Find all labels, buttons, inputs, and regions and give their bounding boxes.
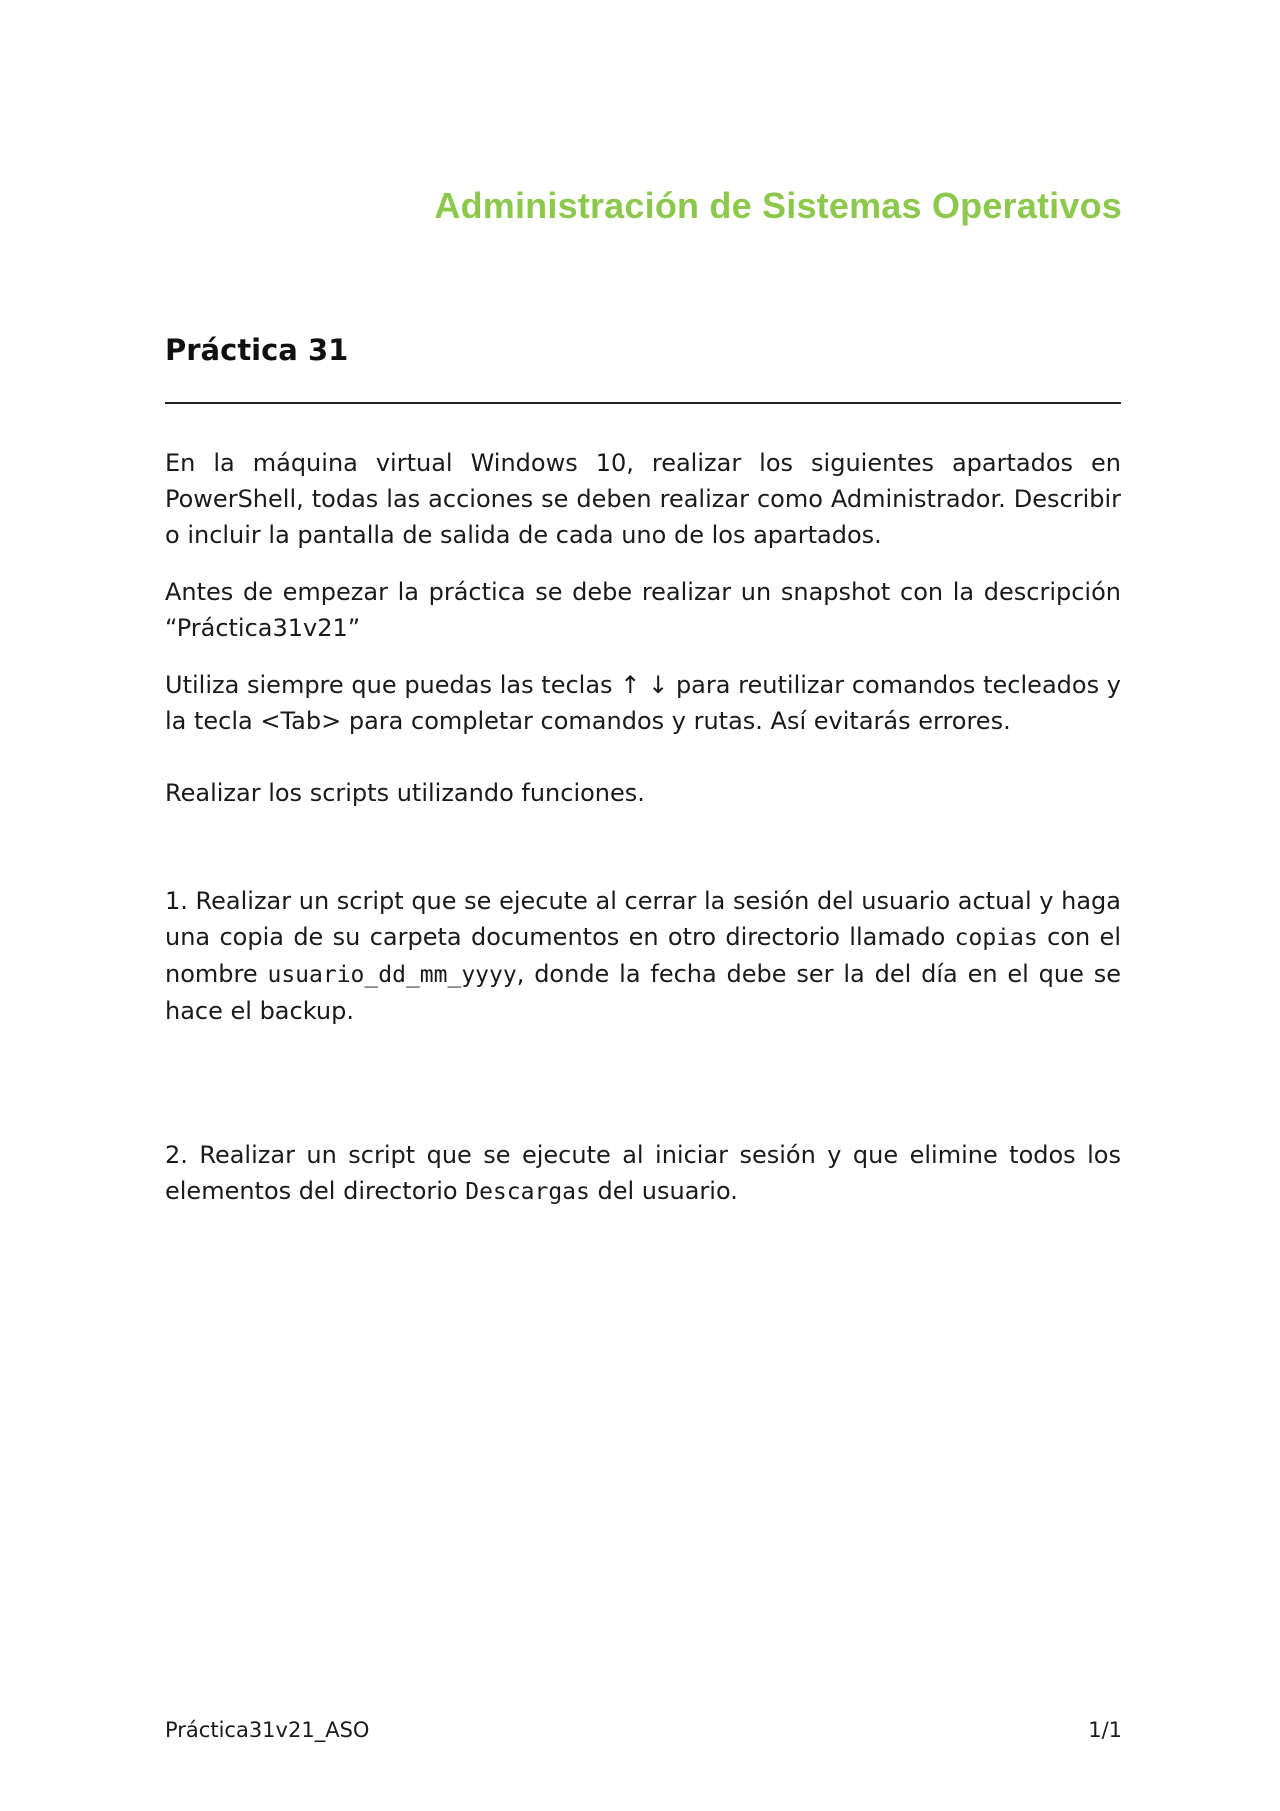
snapshot-paragraph: Antes de empezar la práctica se debe realizar un snapshot con la descripción “Práctica31v21” bbox=[165, 578, 1121, 642]
task-1-paragraph bbox=[165, 883, 1121, 1029]
intro-paragraph: En la máquina virtual Windows 10, realizar los siguientes apartados en PowerShell, todas las acciones se deben realizar como Administrador. Describir o incluir la pantalla de salida de cada uno de los apartados. bbox=[165, 449, 1121, 549]
footer-document-id: Práctica31v21_ASO bbox=[165, 1718, 370, 1742]
task-2-code-descargas: Descargas bbox=[465, 1179, 590, 1205]
task-1-code-copias: copias bbox=[954, 925, 1038, 951]
practice-title: Práctica 31 bbox=[165, 333, 349, 367]
course-title: Administración de Sistemas Operativos bbox=[434, 185, 1122, 226]
task-2-text-b: del usuario. bbox=[589, 1177, 738, 1205]
task-1-text-a: 1. Realizar un script que se ejecute al cerrar la sesión del usuario actual y haga una copia de su carpeta documentos en otro directorio llamado bbox=[165, 887, 1121, 951]
task-1-text-c: , donde la fecha debe ser la del día en el que se hace el backup. bbox=[165, 960, 1122, 1025]
keys-paragraph: Utiliza siempre que puedas las teclas ↑ ↓ para reutilizar comandos tecleados y la tecla <Tab> para completar comandos y rutas. Así evitarás errores. bbox=[165, 671, 1121, 735]
task-2-text-a: 2. Realizar un script que se ejecute al iniciar sesión y que elimine todos los elementos del directorio bbox=[165, 1141, 1121, 1205]
task-2-paragraph bbox=[165, 1137, 1121, 1210]
title-divider bbox=[165, 402, 1121, 404]
document-body bbox=[165, 445, 1121, 1210]
task-1-code-filename: usuario_dd_mm_yyyy bbox=[267, 962, 517, 988]
footer-page-number: 1/1 bbox=[1088, 1718, 1122, 1742]
functions-paragraph: Realizar los scripts utilizando funciones. bbox=[165, 779, 645, 807]
task-1-text-b: con el nombre bbox=[165, 923, 1121, 988]
